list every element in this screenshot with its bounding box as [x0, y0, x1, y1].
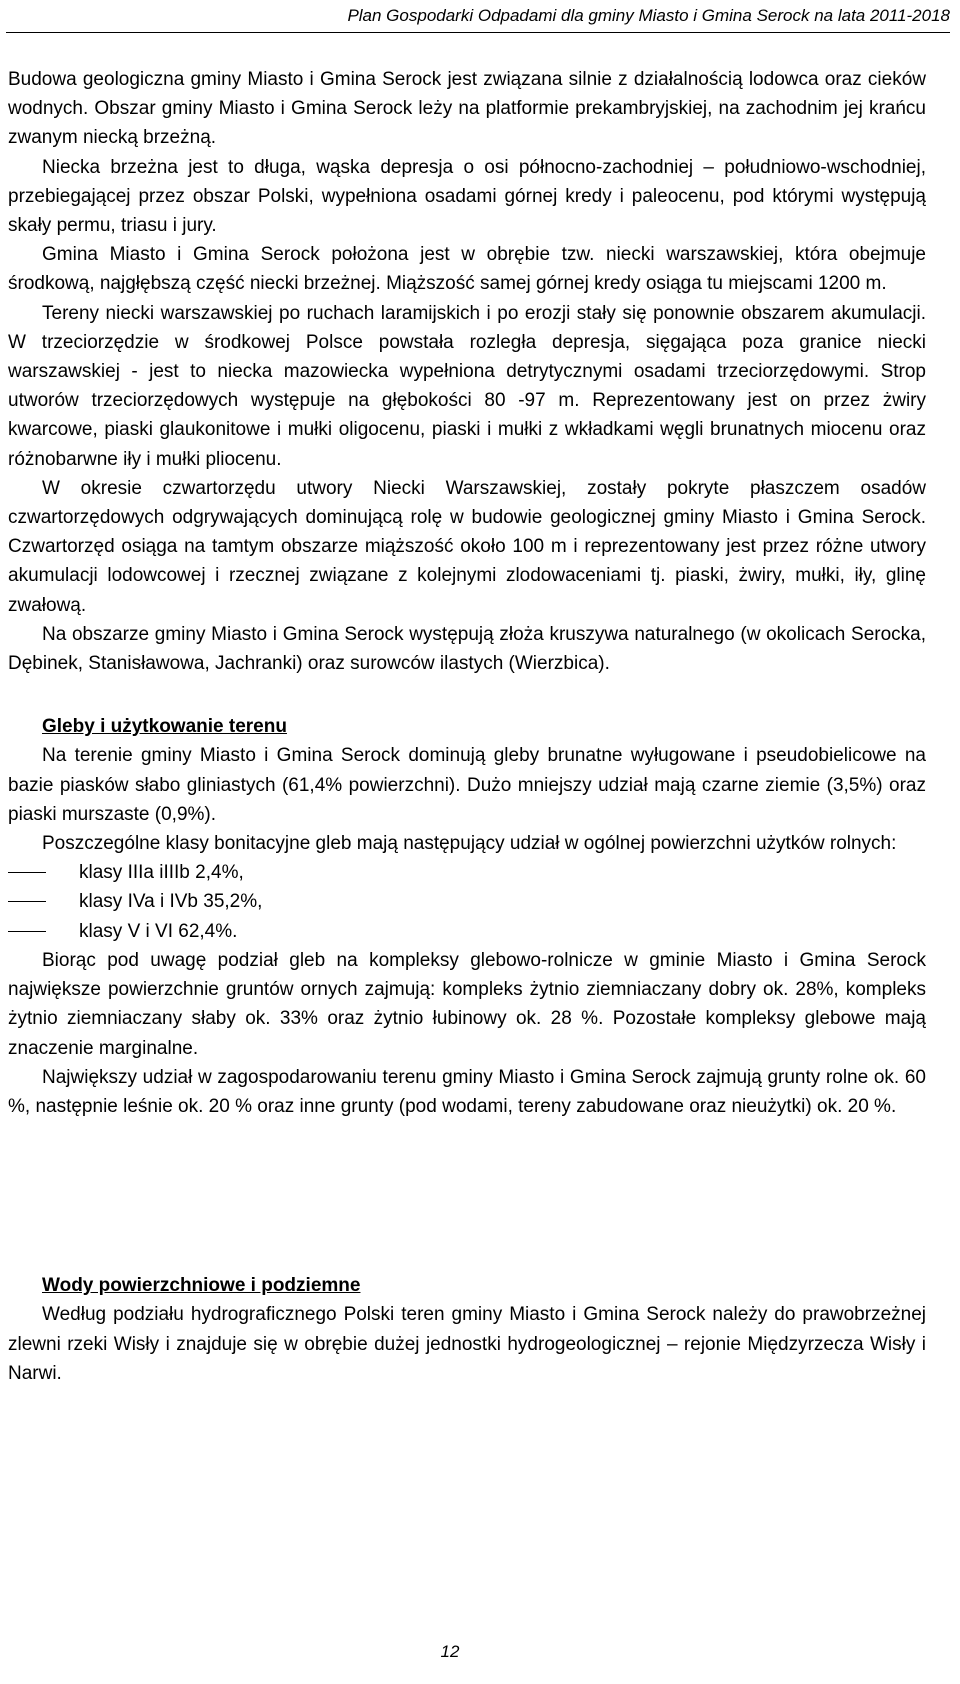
paragraph: Na terenie gminy Miasto i Gmina Serock dominują gleby brunatne wyługowane i pseudobielicowe na bazie piasków słabo gliniastych (61,4% powierzchni). Dużo mniejszy udział mają czarne ziemie (3,5%) oraz piaski murszaste (0,9%).	[8, 745, 926, 825]
paragraph: Tereny niecki warszawskiej po ruchach laramijskich i po erozji stały się ponownie obszarem akumulacji. W trzeciorzędzie w środkowej Polsce powstała rozległa depresja, sięgająca poza granice niecki warszawskiej - jest to niecka mazowiecka wypełniona detrytycznymi osadami trzeciorzędowymi. Strop utworów trzeciorzędowych występuje na głębokości 80 -97 m. Reprezentowany jest on przez żwiry kwarcowe, piaski glaukonitowe i mułki oligocenu, piaski i mułki z wkładkami węgli brunatnych miocenu oraz różnobarwne iły i mułki pliocenu.	[8, 302, 926, 470]
paragraph: Według podziału hydrograficznego Polski teren gminy Miasto i Gmina Serock należy do prawobrzeżnej zlewni rzeki Wisły i znajduje się w obrębie dużej jednostki hydrogeologicznej – rejonie Międzyrzecza Wisły i Narwi.	[8, 1304, 926, 1384]
paragraph: Gmina Miasto i Gmina Serock położona jest w obrębie tzw. niecki warszawskiej, która obejmuje środkową, najgłębszą część niecki brzeżnej. Miąższość samej górnej kredy osiąga tu miejscami 1200 m.	[8, 244, 926, 295]
list-item	[8, 917, 926, 946]
paragraph: W okresie czwartorzędu utwory Niecki Warszawskiej, zostały pokryte płaszczem osadów czwartorzędowych odgrywających dominującą rolę w budowie geologicznej gminy Miasto i Gmina Serock. Czwartorzęd osiąga na tamtym obszarze miąższość około 100 m i reprezentowany jest przez różne utwory akumulacji lodowcowej i rzecznej związane z kolejnymi zlodowaceniami tj. piaski, żwiry, mułki, iły, glinę zwałową.	[8, 477, 926, 616]
section-geology	[8, 65, 926, 678]
list-item-text: klasy IVa i IVb 35,2%,	[79, 891, 263, 913]
section-waters	[8, 1271, 926, 1388]
page-number: 12	[440, 1642, 460, 1661]
section-soils	[8, 712, 926, 1121]
paragraph: Poszczególne klasy bonitacyjne gleb mają następujący udział w ogólnej powierzchni użytków rolnych:	[42, 833, 897, 855]
list-item-text: klasy V i VI 62,4%.	[79, 920, 238, 942]
dash-bullet	[8, 931, 46, 932]
paragraph: Na obszarze gminy Miasto i Gmina Serock występują złoża kruszywa naturalnego (w okolicach Serocka, Dębinek, Stanisławowa, Jachranki) oraz surowców ilastych (Wierzbica).	[8, 623, 926, 675]
document-body	[8, 65, 926, 1388]
section-heading: Gleby i użytkowanie terenu	[42, 716, 287, 738]
running-header: Plan Gospodarki Odpadami dla gminy Miasto i Gmina Serock na lata 2011-2018	[347, 6, 950, 25]
paragraph: Biorąc pod uwagę podział gleb na kompleksy glebowo-rolnicze w gminie Miasto i Gmina Serock największe powierzchnie gruntów ornych zajmują: kompleks żytnio ziemniaczany dobry ok. 28%, kompleks żytnio ziemniaczany słaby ok. 33% oraz żytnio łubinowy ok. 28 %. Pozostałe kompleksy glebowe mają znaczenie marginalne.	[8, 949, 926, 1059]
dash-bullet	[8, 901, 46, 902]
paragraph: Budowa geologiczna gminy Miasto i Gmina Serock jest związana silnie z działalnością lodowca oraz cieków wodnych. Obszar gminy Miasto i Gmina Serock leży na platformie prekambryjskiej, na zachodnim jej krańcu zwanym niecką brzeżną.	[8, 69, 926, 149]
paragraph: Największy udział w zagospodarowaniu terenu gminy Miasto i Gmina Serock zajmują grunty rolne ok. 60 %, następnie leśnie ok. 20 % oraz inne grunty (pod wodami, tereny zabudowane oraz nieużytki) ok. 20 %.	[8, 1066, 926, 1117]
section-heading: Wody powierzchniowe i podziemne	[42, 1275, 361, 1297]
list-item	[8, 858, 926, 887]
list-item	[8, 887, 926, 916]
paragraph: Niecka brzeżna jest to długa, wąska depresja o osi północno-zachodniej – południowo-wschodniej, przebiegającej przez obszar Polski, wypełniona osadami górnej kredy i paleocenu, pod którymi występują skały permu, triasu i jury.	[8, 156, 926, 237]
list-item-text: klasy IIIa iIIIb 2,4%,	[79, 862, 244, 884]
dash-bullet	[8, 872, 46, 873]
header-rule	[6, 32, 950, 33]
soil-class-list	[8, 858, 926, 946]
